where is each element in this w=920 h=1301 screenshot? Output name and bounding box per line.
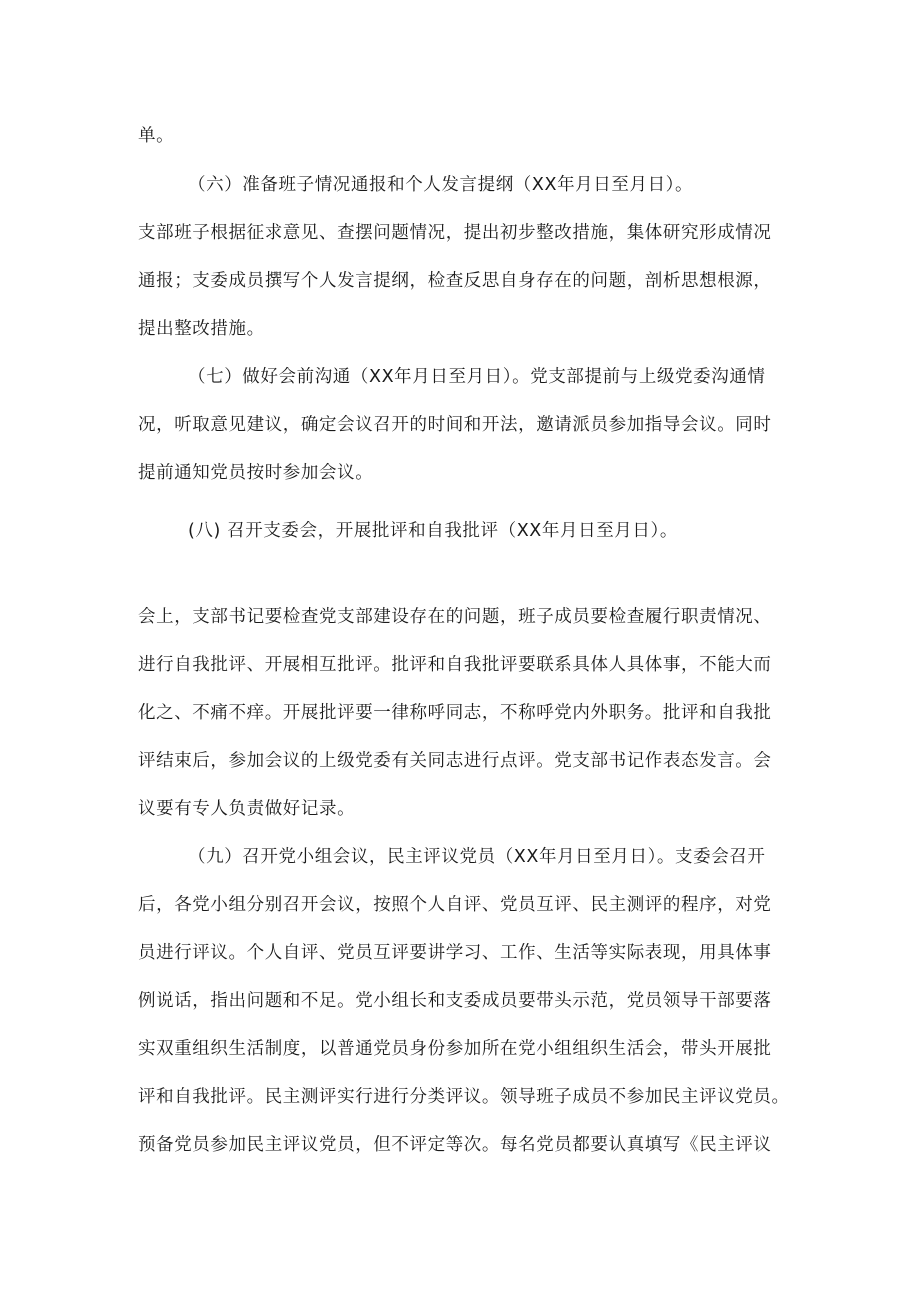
- text-line: 化之、不痛不痒。开展批评要一律称呼同志，不称呼党内外职务。批评和自我批: [138, 703, 772, 723]
- text-line: 提前通知党员按时参加会议。: [138, 463, 374, 483]
- text-line: 单。: [138, 126, 175, 146]
- text-line: 预备党员参加民主评议党员，但不评定等次。每名党员都要认真填写《民主评议: [138, 1135, 772, 1155]
- text-line: 支部班子根据征求意见、查摆问题情况，提出初步整改措施，集体研究形成情况: [138, 223, 772, 243]
- section-heading-6: （六）准备班子情况通报和个人发言提纲（XX年月日至月日）。: [188, 175, 694, 195]
- text-line: 实双重组织生活制度，以普通党员身份参加所在党小组组织生活会，带头开展批: [138, 1039, 772, 1059]
- section-heading-9: （九）召开党小组会议，民主评议党员（XX年月日至月日）。支委会召开: [188, 847, 766, 867]
- text-line: 提出整改措施。: [138, 319, 265, 339]
- text-line: 后，各党小组分别召开会议，按照个人自评、党员互评、民主测评的程序，对党: [138, 895, 772, 915]
- text-line: 评结束后，参加会议的上级党委有关同志进行点评。党支部书记作表态发言。会: [138, 751, 772, 771]
- section-heading-7: （七）做好会前沟通（XX年月日至月日）。党支部提前与上级党委沟通情: [188, 367, 766, 387]
- text-line: 进行自我批评、开展相互批评。批评和自我批评要联系具体人具体事，不能大而: [138, 655, 772, 675]
- section-heading-8: (八) 召开支委会，开展批评和自我批评（XX年月日至月日）。: [188, 521, 678, 541]
- text-line: 评和自我批评。民主测评实行进行分类评议。领导班子成员不参加民主评议党员。: [138, 1087, 790, 1107]
- text-line: 员进行评议。个人自评、党员互评要讲学习、工作、生活等实际表现，用具体事: [138, 943, 772, 963]
- text-line: 会上，支部书记要检查党支部建设存在的问题，班子成员要检查履行职责情况、: [138, 607, 772, 627]
- text-line: 议要有专人负责做好记录。: [138, 799, 356, 819]
- text-line: 况，听取意见建议，确定会议召开的时间和开法，邀请派员参加指导会议。同时: [138, 415, 772, 435]
- text-line: 例说话，指出问题和不足。党小组长和支委成员要带头示范，党员领导干部要落: [138, 991, 772, 1011]
- text-line: 通报；支委成员撰写个人发言提纲，检查反思自身存在的问题，剖析思想根源，: [138, 271, 772, 291]
